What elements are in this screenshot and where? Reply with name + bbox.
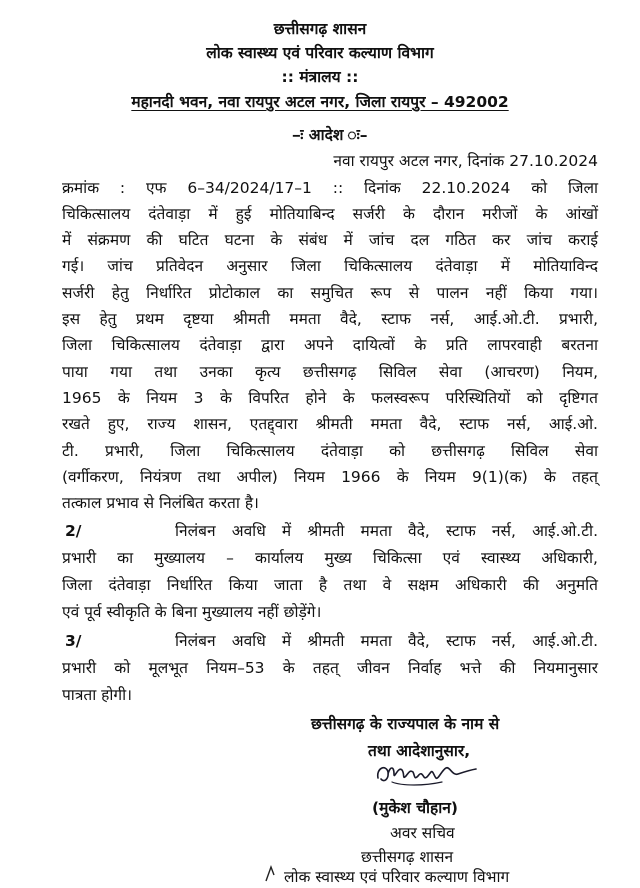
signature-authority-line: छत्तीसगढ़ के राज्यपाल के नाम से	[311, 715, 500, 733]
header-ministry: :: मंत्रालय ::	[281, 68, 359, 86]
para1-line: टी. प्रभारी, जिला चिकित्सालय दंतेवाड़ा को छत्तीसगढ़ सिविल सेवा	[62, 442, 598, 460]
para1-line: (वर्गीकरण, नियंत्रण तथा अपील) नियम 1966 के नियम 9(1)(क) के तहत्	[62, 468, 598, 486]
para1-line: इस हेतु प्रथम दृष्टया श्रीमती ममता वैदे, स्टाफ नर्स, आई.ओ.टी. प्रभारी,	[62, 310, 598, 328]
signatory-department: लोक स्वास्थ्य एवं परिवार कल्याण विभाग	[284, 868, 510, 886]
header-address: महानदी भवन, नवा रायपुर अटल नगर, जिला रायपुर – 492002	[131, 93, 509, 111]
para3-line: पात्रता होगी।	[62, 686, 133, 704]
para1-line: तत्काल प्रभाव से निलंबित करता है।	[62, 494, 259, 512]
para1-line: पाया गया तथा उनका कृत्य छत्तीसगढ़ सिविल सेवा (आचरण) नियम,	[62, 363, 598, 381]
para2-line: एवं पूर्व स्वीकृति के बिना मुख्यालय नहीं छोड़ेंगे।	[62, 603, 322, 621]
para2-number: 2/	[65, 522, 82, 540]
para1-line: गई। जांच प्रतिवेदन अनुसार जिला चिकित्सालय दंतेवाड़ा में मोतियाविन्द	[62, 257, 598, 275]
para3-line: प्रभारी को मूलभूत नियम–53 के तहत् जीवन निर्वाह भत्ते की नियमानुसार	[62, 659, 598, 677]
para3-number: 3/	[65, 632, 82, 650]
header-department: लोक स्वास्थ्य एवं परिवार कल्याण विभाग	[206, 44, 434, 62]
handwritten-signature	[372, 752, 482, 794]
para2-line: प्रभारी का मुख्यालय – कार्यालय मुख्य चिकित्सा एवं स्वास्थ्य अधिकारी,	[62, 549, 598, 567]
para1-line: में संक्रमण की घटित घटना के संबंध में जांच दल गठित कर जांच कराई	[62, 231, 598, 249]
signatory-government: छत्तीसगढ़ शासन	[361, 848, 454, 866]
para2-line: जिला दंतेवाड़ा निर्धारित किया जाता है तथा वे सक्षम अधिकारी की अनुमति	[62, 576, 598, 594]
para1-line: क्रमांक : एफ 6–34/2024/17–1 :: दिनांक 22.10.2024 को जिला	[62, 179, 598, 197]
para1-line: 1965 के नियम 3 के विपरित होने के फलस्वरूप परिस्थितियों को दृष्टिगत	[62, 389, 598, 407]
para3-line: निलंबन अवधि में श्रीमती ममता वैदे, स्टाफ नर्स, आई.ओ.टी.	[175, 632, 598, 650]
order-place-date: नवा रायपुर अटल नगर, दिनांक 27.10.2024	[333, 152, 598, 170]
header-government: छत्तीसगढ़ शासन	[273, 20, 367, 38]
para1-line: चिकित्सालय दंतेवाड़ा में हुई मोतियाबिन्द सर्जरी के दौरान मरीजों के आंखों	[62, 205, 598, 223]
para1-line: रखते हुए, राज्य शासन, एतद्द्वारा श्रीमती ममता वैदे, स्टाफ नर्स, आई.ओ.	[62, 415, 598, 433]
order-title: –ः आदेश ः–	[292, 126, 368, 144]
para1-line: सर्जरी हेतु निर्धारित प्रोटोकाल का समुचित रूप से पालन नहीं किया गया।	[62, 284, 598, 302]
signatory-name: (मुकेश चौहान)	[372, 799, 458, 817]
para1-line: जिला चिकित्सालय दंतेवाड़ा द्वारा अपने दायित्वों के प्रति लापरवाही बरतना	[62, 336, 598, 354]
signatory-designation: अवर सचिव	[390, 824, 455, 842]
scan-mark-icon	[262, 863, 280, 883]
signature-order-line: तथा आदेशानुसार,	[368, 742, 471, 760]
para2-line: निलंबन अवधि में श्रीमती ममता वैदे, स्टाफ नर्स, आई.ओ.टी.	[175, 522, 598, 540]
